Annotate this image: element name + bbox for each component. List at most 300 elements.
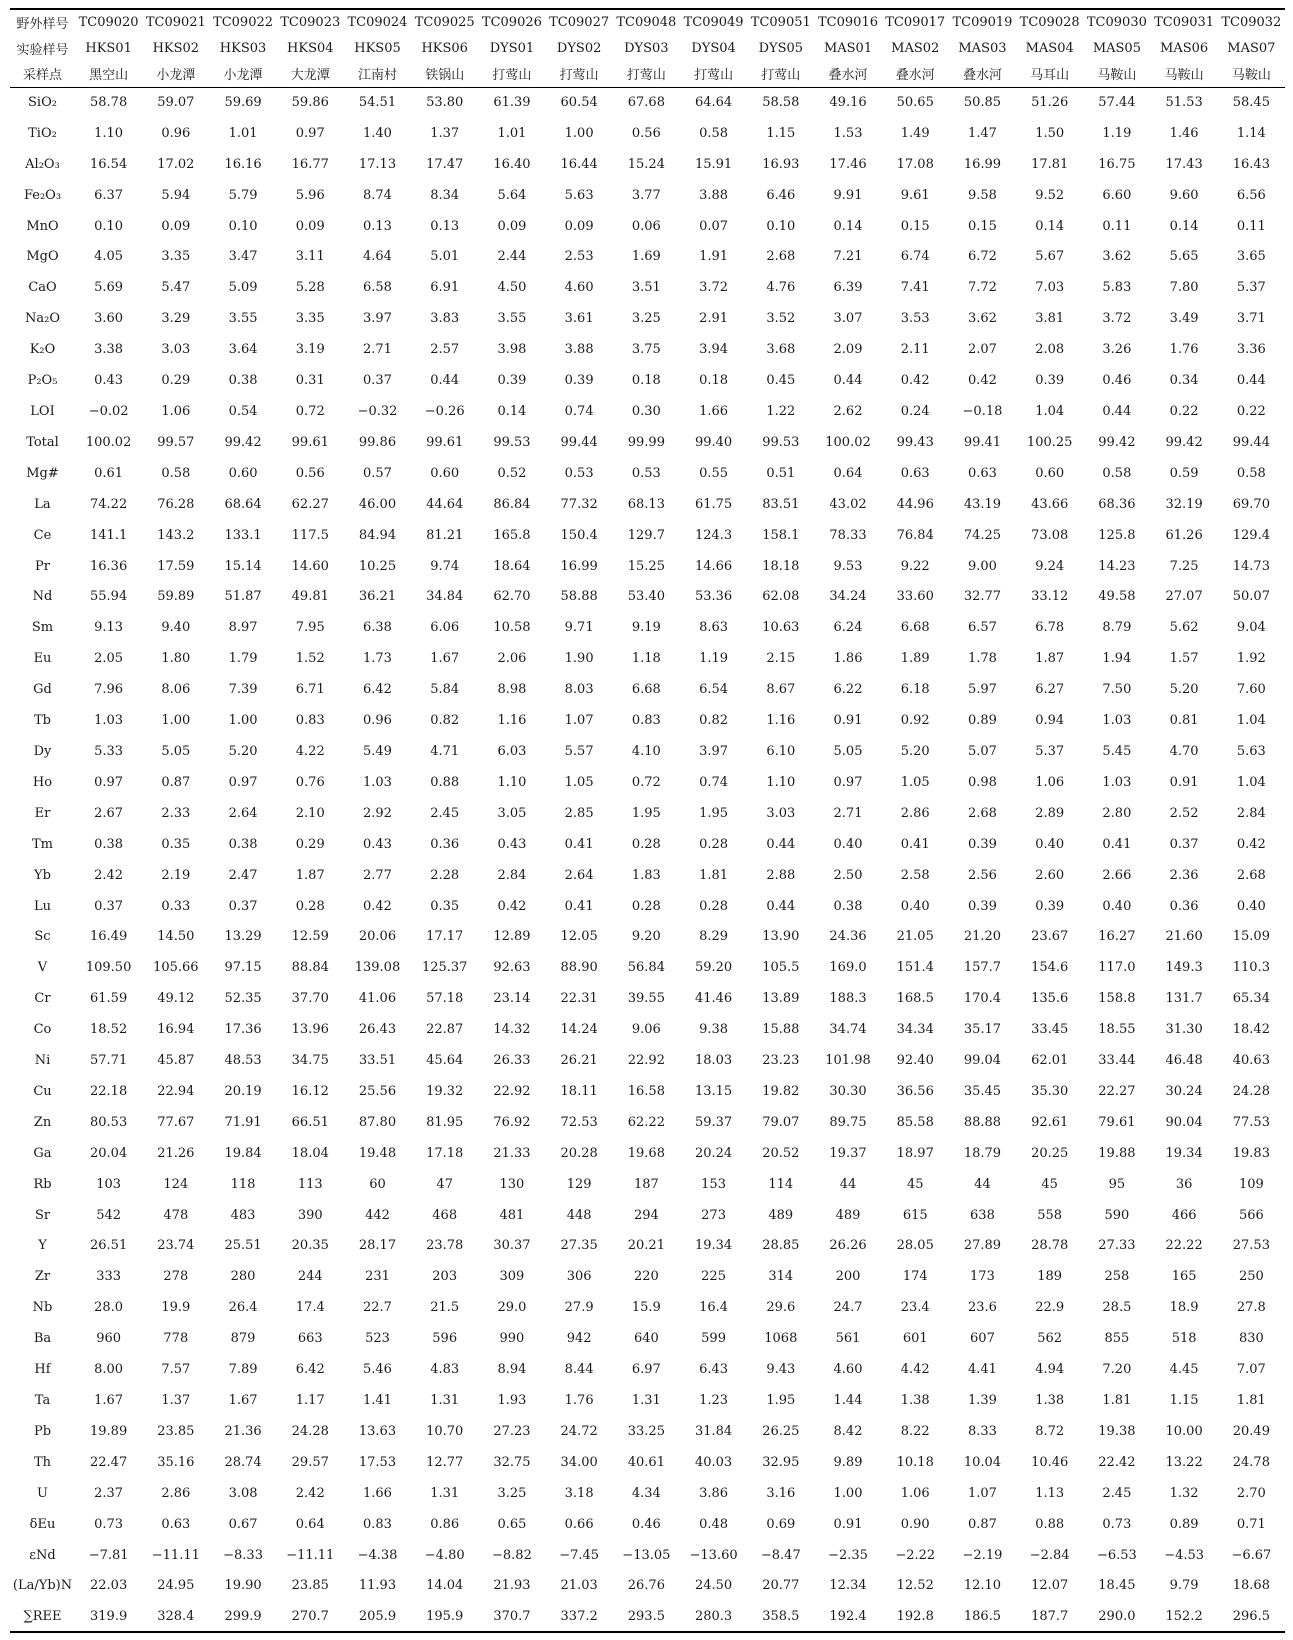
table-row (10, 365, 1285, 396)
table-cell: 0.35 (161, 836, 191, 852)
table-cell: 8.98 (497, 682, 527, 698)
table-cell: 12.77 (426, 1454, 464, 1470)
table-cell: 258 (1104, 1269, 1130, 1285)
table-cell: 3.53 (900, 311, 930, 327)
row-label: Gd (33, 682, 52, 698)
table-cell: 78.33 (829, 527, 867, 543)
table-cell: 293.5 (627, 1608, 665, 1624)
header-row-label: 采样点 (22, 68, 62, 84)
table-cell: 20.28 (560, 1145, 598, 1161)
table-cell: 65.34 (1232, 991, 1270, 1007)
table-cell: 8.97 (228, 620, 258, 636)
table-cell: 8.22 (900, 1423, 930, 1439)
table-cell: 2.86 (161, 1485, 191, 1501)
table-cell: 3.03 (161, 342, 191, 358)
table-cell: 0.64 (833, 465, 863, 481)
table-cell: 1.15 (766, 125, 796, 141)
table-cell: −2.84 (1029, 1547, 1070, 1563)
header-cell: TC09025 (414, 15, 475, 30)
header-cell: TC09022 (213, 15, 274, 30)
table-cell: 158.1 (762, 527, 800, 543)
table-cell: 0.82 (430, 713, 460, 729)
header-cell: 打莺山 (559, 68, 599, 84)
table-cell: 0.83 (295, 713, 325, 729)
table-cell: 57.71 (90, 1053, 128, 1069)
table-cell: 3.98 (497, 342, 527, 358)
table-cell: 16.44 (560, 156, 598, 172)
table-cell: 448 (566, 1207, 592, 1223)
table-cell: 26.4 (228, 1300, 258, 1316)
table-cell: 92.63 (493, 960, 531, 976)
table-cell: 2.07 (967, 342, 997, 358)
table-cell: 1.79 (228, 651, 258, 667)
header-cell: HKS05 (354, 40, 401, 56)
table-cell: 0.37 (94, 898, 124, 914)
table-cell: 0.82 (699, 713, 729, 729)
row-label: Nb (32, 1300, 53, 1316)
table-cell: 19.88 (1098, 1145, 1136, 1161)
table-cell: 16.12 (291, 1083, 329, 1099)
table-cell: 6.57 (967, 620, 997, 636)
table-cell: 3.97 (363, 311, 392, 327)
table-cell: 778 (163, 1331, 189, 1347)
table-cell: 1.04 (1236, 713, 1266, 729)
table-cell: 6.43 (699, 1362, 729, 1378)
table-cell: 2.37 (94, 1485, 124, 1501)
table-cell: 0.39 (564, 373, 594, 389)
table-cell: 1.06 (161, 404, 191, 420)
row-label: Ni (34, 1053, 51, 1069)
table-cell: 45 (1041, 1176, 1058, 1192)
table-cell: 2.84 (1236, 805, 1266, 821)
table-cell: 9.71 (564, 620, 594, 636)
table-cell: 1.19 (699, 651, 729, 667)
table-cell: 18.79 (963, 1145, 1002, 1161)
table-cell: 333 (96, 1269, 122, 1285)
table-cell: 59.69 (224, 95, 262, 111)
table-cell: 92.40 (896, 1053, 934, 1069)
table-cell: 280 (230, 1269, 256, 1285)
header-cell: MAS06 (1160, 40, 1209, 56)
table-cell: 0.41 (900, 836, 930, 852)
table-cell: 61.59 (90, 991, 128, 1007)
table-row (10, 1416, 1285, 1447)
table-cell: 34.24 (829, 589, 867, 605)
table-cell: 10.46 (1031, 1454, 1069, 1470)
table-cell: −6.53 (1096, 1547, 1137, 1563)
table-cell: 1.07 (564, 713, 594, 729)
row-label: Total (26, 434, 59, 450)
table-cell: 225 (701, 1269, 726, 1285)
table-cell: 62.08 (762, 589, 800, 605)
table-cell: 314 (768, 1269, 794, 1285)
row-label: (La/Yb)N (12, 1578, 73, 1594)
header-cell: TC09021 (145, 15, 206, 30)
row-label: Sr (34, 1207, 51, 1223)
header-cell: TC09020 (78, 15, 139, 30)
table-cell: 105.66 (153, 960, 199, 976)
table-cell: 8.06 (161, 682, 191, 698)
table-cell: 9.58 (967, 187, 997, 203)
table-cell: 0.35 (430, 898, 460, 914)
table-cell: 62.22 (627, 1114, 665, 1130)
table-cell: 1.31 (631, 1393, 661, 1409)
table-cell: 3.35 (295, 311, 325, 327)
table-cell: 139.08 (354, 960, 401, 976)
table-row (10, 983, 1285, 1014)
table-cell: 9.04 (1236, 620, 1266, 636)
table-cell: 0.42 (497, 898, 527, 914)
table-cell: 0.13 (430, 218, 460, 234)
table-row (10, 1601, 1285, 1632)
table-cell: 6.91 (430, 280, 460, 296)
table-cell: 1.10 (497, 774, 527, 790)
table-cell: 294 (633, 1207, 659, 1223)
table-row (10, 612, 1285, 643)
table-cell: 71.91 (224, 1114, 262, 1130)
header-cell: TC09019 (952, 15, 1013, 30)
table-cell: 9.52 (1035, 187, 1065, 203)
table-cell: 1.67 (430, 651, 460, 667)
table-cell: 2.50 (833, 867, 863, 883)
table-cell: 9.38 (699, 1022, 729, 1038)
table-cell: 478 (163, 1207, 189, 1223)
table-cell: 1.67 (228, 1393, 258, 1409)
table-cell: 0.41 (1102, 836, 1132, 852)
table-cell: 442 (365, 1207, 390, 1223)
table-cell: 90.04 (1165, 1114, 1203, 1130)
table-cell: 0.56 (631, 125, 661, 141)
table-cell: 99.42 (1165, 434, 1203, 450)
table-cell: 1.53 (833, 125, 863, 141)
table-cell: 17.17 (426, 929, 464, 945)
table-cell: 17.59 (157, 558, 195, 574)
table-cell: 7.72 (967, 280, 997, 296)
table-cell: 18.68 (1232, 1578, 1270, 1594)
table-cell: 99.99 (627, 434, 665, 450)
table-cell: 81.21 (426, 527, 464, 543)
table-cell: 6.39 (833, 280, 863, 296)
table-cell: 34.74 (829, 1022, 867, 1038)
table-cell: 47 (436, 1176, 453, 1192)
table-cell: 6.03 (497, 743, 527, 759)
table-cell: 2.68 (1236, 867, 1266, 883)
header-cell: MAS01 (823, 40, 873, 56)
header-cell: MAS04 (1025, 40, 1074, 56)
table-cell: 0.10 (766, 218, 796, 234)
table-cell: 30.30 (829, 1083, 867, 1099)
header-cell: TC09017 (885, 15, 946, 30)
table-cell: 53.40 (627, 589, 665, 605)
table-cell: 19.48 (358, 1145, 397, 1161)
table-cell: 15.91 (694, 156, 733, 172)
table-cell: 64.64 (694, 95, 733, 111)
header-cell: HKS02 (152, 40, 200, 56)
table-cell: 5.79 (228, 187, 258, 203)
table-row (10, 427, 1285, 458)
table-cell: 1.03 (1102, 774, 1132, 790)
table-cell: 566 (1238, 1207, 1264, 1223)
table-cell: 0.63 (161, 1516, 191, 1532)
table-cell: 44.96 (896, 496, 934, 512)
table-cell: 17.36 (224, 1022, 262, 1038)
table-cell: 2.68 (967, 805, 997, 821)
table-cell: 51.26 (1031, 95, 1069, 111)
table-cell: 129.4 (1232, 527, 1270, 543)
table-cell: 1.06 (900, 1485, 930, 1501)
table-cell: 0.36 (430, 836, 460, 852)
table-cell: 481 (499, 1207, 525, 1223)
table-cell: 0.30 (631, 404, 661, 420)
table-cell: 7.89 (228, 1362, 258, 1378)
table-cell: 9.06 (631, 1022, 661, 1038)
table-cell: 21.33 (493, 1145, 531, 1161)
table-cell: 22.92 (627, 1053, 665, 1069)
table-cell: 0.57 (363, 465, 392, 481)
table-cell: 10.25 (358, 558, 397, 574)
table-cell: 18.03 (694, 1053, 733, 1069)
table-cell: 10.00 (1165, 1423, 1203, 1439)
table-cell: 1.47 (967, 125, 997, 141)
table-cell: 4.45 (1169, 1362, 1199, 1378)
table-cell: 1.31 (430, 1393, 460, 1409)
table-cell: 6.37 (94, 187, 124, 203)
table-cell: 37.70 (291, 991, 329, 1007)
table-cell: 0.09 (295, 218, 325, 234)
table-cell: 20.04 (90, 1145, 128, 1161)
table-cell: 0.43 (363, 836, 392, 852)
table-cell: 0.40 (1102, 898, 1132, 914)
table-cell: 468 (432, 1207, 458, 1223)
table-cell: 33.60 (896, 589, 934, 605)
table-cell: 3.07 (833, 311, 863, 327)
table-cell: 7.20 (1102, 1362, 1132, 1378)
header-cell: TC09026 (481, 15, 542, 30)
table-cell: 8.29 (699, 929, 729, 945)
table-cell: 9.43 (766, 1362, 796, 1378)
table-cell: 1.95 (766, 1393, 796, 1409)
table-cell: 24.50 (694, 1578, 733, 1594)
table-cell: 101.98 (825, 1053, 871, 1069)
table-cell: 0.63 (900, 465, 930, 481)
table-cell: 13.96 (291, 1022, 329, 1038)
table-cell: 27.89 (963, 1238, 1002, 1254)
table-cell: 0.51 (766, 465, 796, 481)
header-cell: TC09049 (683, 15, 744, 30)
table-cell: 5.45 (1102, 743, 1132, 759)
table-cell: 165.8 (493, 527, 531, 543)
table-cell: 88.84 (291, 960, 329, 976)
data-table-container (10, 8, 1285, 1633)
table-row (10, 1200, 1285, 1231)
table-row (10, 118, 1285, 149)
table-row (10, 952, 1285, 983)
header-cell: 叠水河 (895, 68, 935, 84)
table-cell: 9.61 (900, 187, 930, 203)
table-cell: 15.14 (224, 558, 262, 574)
table-cell: 117.0 (1098, 960, 1136, 976)
table-cell: 16.99 (963, 156, 1002, 172)
table-cell: 22.03 (90, 1578, 128, 1594)
table-cell: 16.54 (90, 156, 128, 172)
row-label: Nd (32, 589, 53, 605)
table-cell: 0.33 (161, 898, 191, 914)
table-cell: 2.67 (94, 805, 124, 821)
table-cell: 27.07 (1165, 589, 1203, 605)
table-cell: 0.42 (900, 373, 930, 389)
table-cell: 18.04 (291, 1145, 329, 1161)
table-cell: 2.15 (766, 651, 796, 667)
table-cell: 280.3 (694, 1608, 733, 1624)
table-cell: 489 (768, 1207, 794, 1223)
row-label: Tb (34, 713, 51, 729)
table-cell: 29.0 (497, 1300, 527, 1316)
table-cell: 663 (297, 1331, 323, 1347)
row-label: Ho (32, 774, 53, 790)
table-cell: 18.18 (762, 558, 800, 574)
table-cell: 319.9 (90, 1608, 128, 1624)
table-cell: 117.5 (291, 527, 329, 543)
table-cell: 1068 (764, 1331, 798, 1347)
table-cell: 59.07 (157, 95, 195, 111)
table-cell: 3.62 (967, 311, 997, 327)
table-cell: 0.91 (833, 713, 863, 729)
table-cell: 23.4 (900, 1300, 930, 1316)
table-cell: 17.81 (1031, 156, 1069, 172)
table-cell: 1.41 (363, 1393, 392, 1409)
table-cell: 41.06 (358, 991, 397, 1007)
table-cell: −2.19 (962, 1547, 1003, 1563)
table-cell: 84.94 (358, 527, 397, 543)
row-label: Mg# (26, 465, 59, 481)
row-label: Ga (33, 1145, 52, 1161)
table-cell: 34.84 (426, 589, 464, 605)
row-label: SiO₂ (28, 95, 57, 111)
row-label: V (37, 960, 48, 976)
table-cell: 855 (1104, 1331, 1130, 1347)
table-row (10, 921, 1285, 952)
table-cell: 186.5 (963, 1608, 1002, 1624)
table-cell: 168.5 (896, 991, 934, 1007)
table-cell: 16.94 (157, 1022, 195, 1038)
table-cell: 0.58 (699, 125, 729, 141)
table-cell: 27.33 (1098, 1238, 1136, 1254)
table-cell: −13.60 (689, 1547, 738, 1563)
table-cell: 0.66 (564, 1516, 594, 1532)
table-cell: 3.88 (564, 342, 594, 358)
table-cell: 0.65 (497, 1516, 527, 1532)
row-label: Na₂O (25, 311, 60, 327)
table-cell: 1.95 (699, 805, 729, 821)
table-cell: 489 (835, 1207, 861, 1223)
table-cell: 0.58 (1102, 465, 1132, 481)
table-cell: 76.28 (157, 496, 195, 512)
table-cell: 2.88 (766, 867, 796, 883)
row-label: Ba (33, 1331, 52, 1347)
table-cell: 76.84 (896, 527, 934, 543)
table-cell: −6.67 (1231, 1547, 1272, 1563)
table-cell: 5.57 (564, 743, 594, 759)
table-cell: 45.87 (157, 1053, 195, 1069)
table-cell: 0.60 (228, 465, 258, 481)
table-cell: 2.33 (161, 805, 191, 821)
table-cell: 89.75 (829, 1114, 867, 1130)
table-row (10, 1571, 1285, 1602)
table-cell: 0.89 (967, 713, 997, 729)
table-row (10, 211, 1285, 242)
table-cell: 19.38 (1098, 1423, 1136, 1439)
table-cell: 99.53 (762, 434, 800, 450)
table-cell: 18.45 (1098, 1578, 1136, 1594)
table-cell: 0.11 (1236, 218, 1266, 234)
table-cell: 466 (1171, 1207, 1197, 1223)
table-cell: 6.24 (833, 620, 863, 636)
table-cell: 4.10 (631, 743, 661, 759)
table-row (10, 149, 1285, 180)
table-cell: 58.88 (560, 589, 598, 605)
table-cell: 43.02 (829, 496, 867, 512)
table-cell: 1.87 (1035, 651, 1065, 667)
table-cell: 1.00 (228, 713, 258, 729)
table-cell: 109 (1238, 1176, 1264, 1192)
table-cell: 125.37 (421, 960, 468, 976)
header-cell: TC09023 (280, 15, 341, 30)
table-cell: 0.41 (564, 836, 594, 852)
table-cell: 150.4 (560, 527, 598, 543)
table-cell: 1.31 (430, 1485, 460, 1501)
header-cell: MAS03 (958, 40, 1007, 56)
table-cell: 22.22 (1165, 1238, 1203, 1254)
table-cell: 1.06 (1035, 774, 1065, 790)
table-cell: 0.18 (699, 373, 729, 389)
table-cell: 1.50 (1035, 125, 1065, 141)
table-cell: 5.65 (1169, 249, 1199, 265)
table-cell: 13.90 (762, 929, 800, 945)
table-cell: 0.42 (1236, 836, 1266, 852)
table-cell: 590 (1104, 1207, 1130, 1223)
table-cell: 1.57 (1169, 651, 1199, 667)
table-cell: 74.22 (90, 496, 128, 512)
table-cell: 6.10 (766, 743, 796, 759)
table-cell: 7.50 (1102, 682, 1132, 698)
table-cell: 58.58 (762, 95, 800, 111)
table-cell: 599 (701, 1331, 726, 1347)
table-cell: 0.31 (295, 373, 325, 389)
table-cell: 60.54 (560, 95, 598, 111)
row-label: Co (33, 1022, 52, 1038)
row-label: LOI (30, 404, 55, 420)
table-cell: 19.9 (161, 1300, 191, 1316)
table-cell: 33.45 (1031, 1022, 1069, 1038)
table-cell: 2.36 (1169, 867, 1199, 883)
table-cell: 3.16 (766, 1485, 796, 1501)
table-cell: 10.58 (493, 620, 531, 636)
table-cell: 2.05 (94, 651, 124, 667)
table-cell: 3.72 (699, 280, 729, 296)
table-cell: 0.18 (631, 373, 661, 389)
table-cell: 2.58 (900, 867, 930, 883)
table-cell: 109.50 (85, 960, 132, 976)
header-cell: HKS01 (85, 40, 132, 56)
table-cell: 14.60 (291, 558, 329, 574)
table-cell: 1.05 (564, 774, 594, 790)
table-cell: 0.88 (430, 774, 460, 790)
table-cell: 16.40 (493, 156, 531, 172)
table-cell: 4.41 (967, 1362, 997, 1378)
table-cell: 601 (902, 1331, 928, 1347)
table-cell: 0.91 (833, 1516, 863, 1532)
table-cell: 1.95 (631, 805, 661, 821)
